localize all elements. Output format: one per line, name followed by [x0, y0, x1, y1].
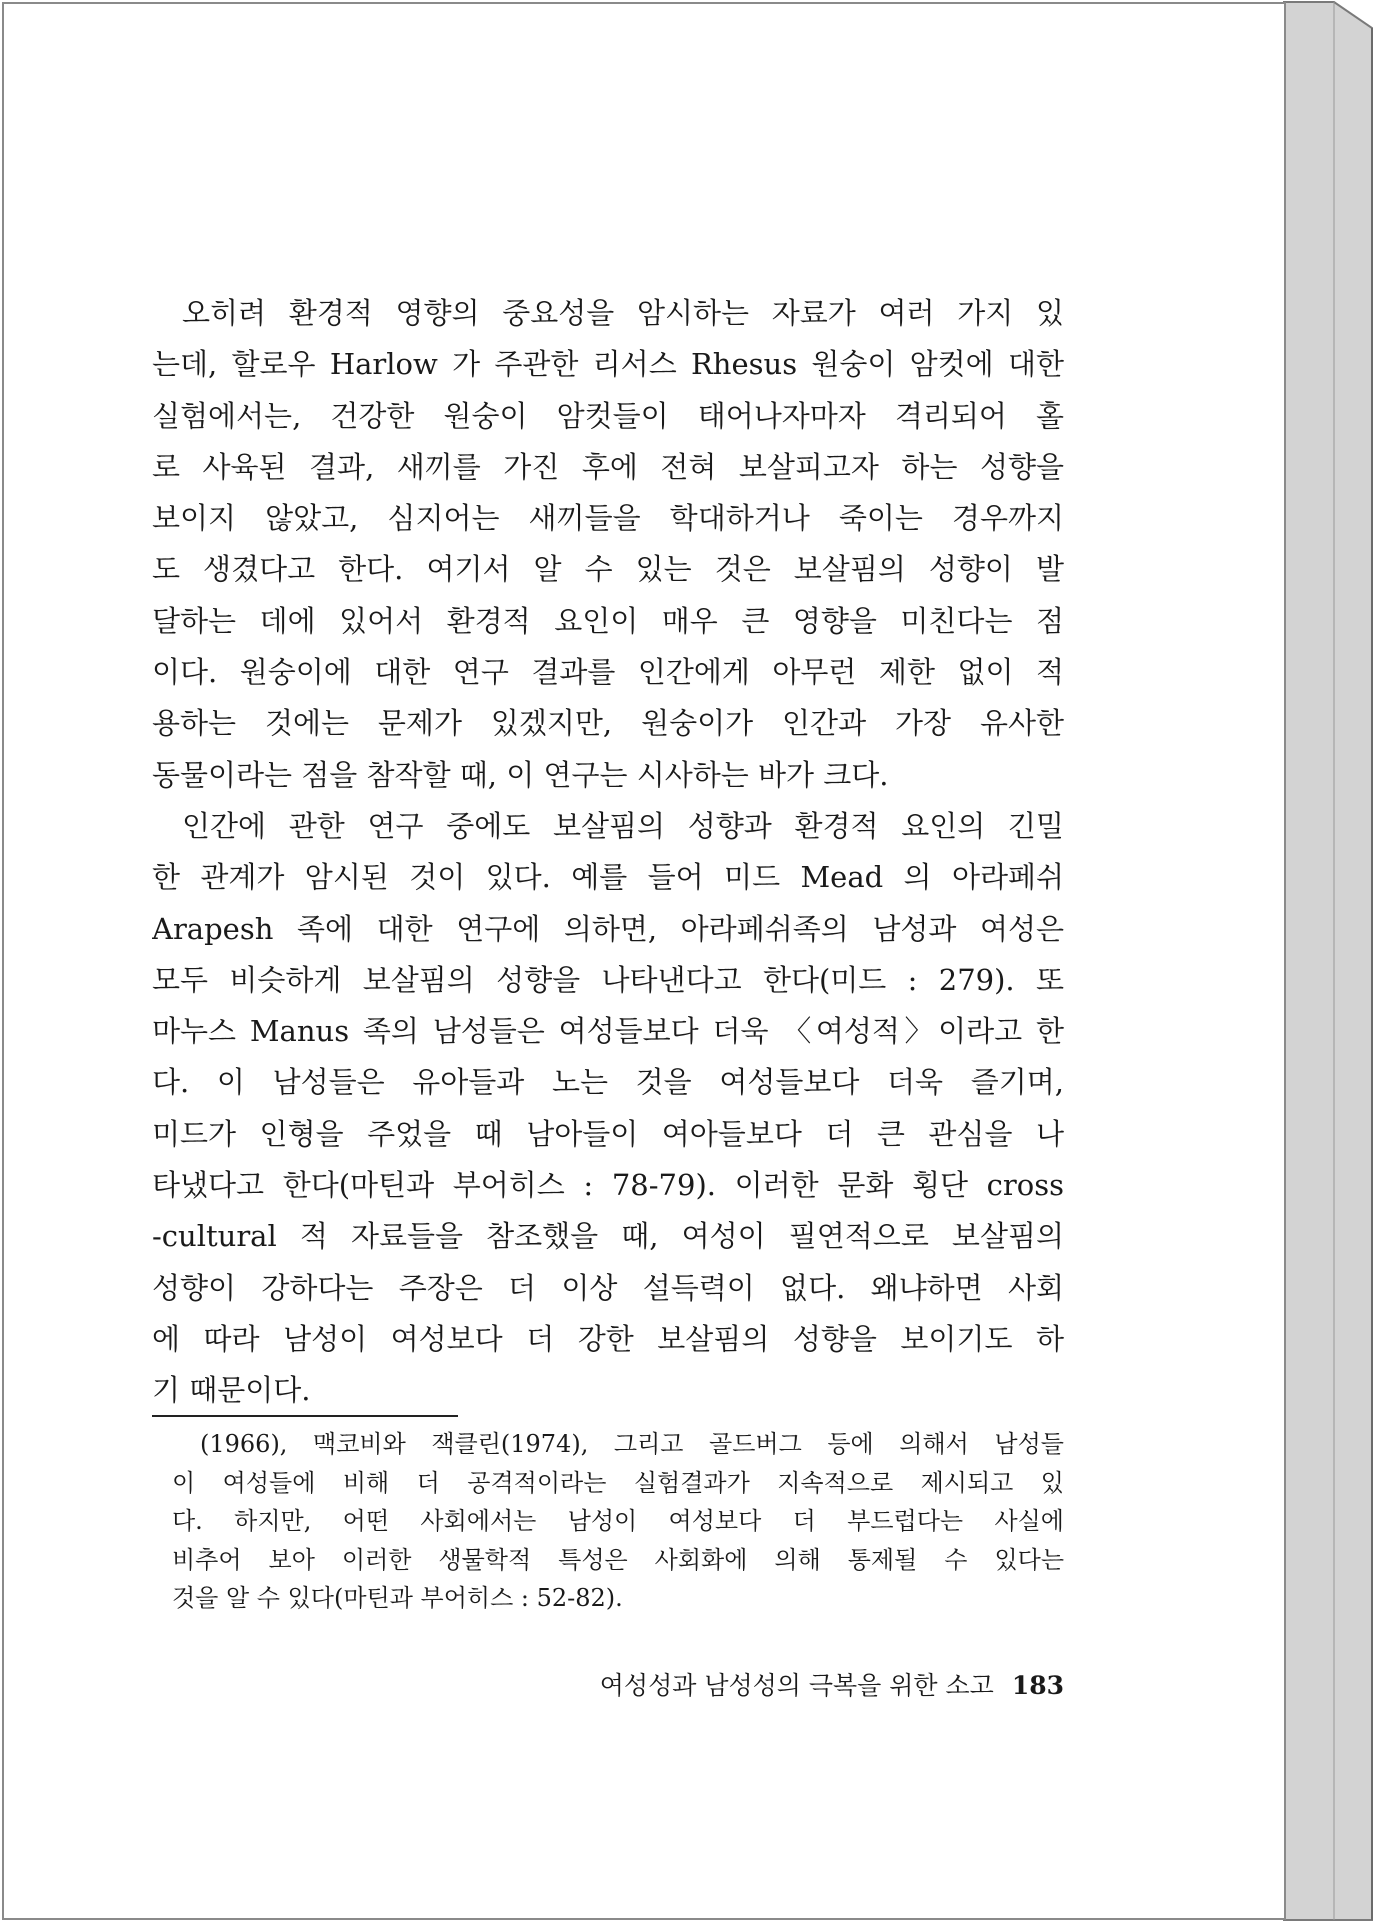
body-line: 기 때문이다. — [152, 1373, 311, 1408]
footnote-line: 이 여성들에 비해 더 공격적이라는 실험결과가 지속적으로 제시되고 있 — [172, 1468, 1064, 1497]
body-line: 달하는 데에 있어서 환경적 요인이 매우 큰 영향을 미친다는 점 — [152, 603, 1064, 638]
body-line: Arapesh 족에 대한 연구에 의하면, 아라페쉬족의 남성과 여성은 — [152, 911, 1064, 946]
body-line: 에 따라 남성이 여성보다 더 강한 보살핌의 성향을 보이기도 하 — [152, 1321, 1064, 1356]
footnote-rule — [152, 1415, 458, 1417]
body-line: 보이지 않았고, 심지어는 새끼들을 학대하거나 죽이는 경우까지 — [152, 501, 1064, 536]
body-line: 모두 비슷하게 보살핌의 성향을 나타낸다고 한다(미드 : 279). 또 — [152, 962, 1064, 997]
body-line: 한 관계가 암시된 것이 있다. 예를 들어 미드 Mead 의 아라페쉬 — [152, 860, 1064, 895]
body-line: 인간에 관한 연구 중에도 보살핌의 성향과 환경적 요인의 긴밀 — [182, 808, 1064, 843]
body-line: 타냈다고 한다(마틴과 부어히스 : 78-79). 이러한 문화 횡단 cross — [152, 1168, 1064, 1203]
body-line: 오히려 환경적 영향의 중요성을 암시하는 자료가 여러 가지 있 — [182, 296, 1064, 330]
footnote-line: 다. 하지만, 어떤 사회에서는 남성이 여성보다 더 부드럽다는 사실에 — [172, 1507, 1064, 1535]
body-line: 다. 이 남성들은 유아들과 노는 것을 여성들보다 더욱 즐기며, — [152, 1065, 1064, 1100]
body-line: 성향이 강하다는 주장은 더 이상 설득력이 없다. 왜냐하면 사회 — [152, 1270, 1064, 1305]
body-line: 는데, 할로우 Harlow 가 주관한 리서스 Rhesus 원숭이 암컷에 대한 — [152, 347, 1064, 382]
body-text — [152, 288, 1064, 1417]
body-line: -cultural 적 자료들을 참조했을 때, 여성이 필연적으로 보살핌의 — [152, 1219, 1064, 1254]
body-line: 이다. 원숭이에 대한 연구 결과를 인간에게 아무런 제한 없이 적 — [152, 655, 1064, 690]
body-line: 동물이라는 점을 참작할 때, 이 연구는 시사하는 바가 크다. — [152, 757, 889, 792]
body-line: 용하는 것에는 문제가 있겠지만, 원숭이가 인간과 가장 유사한 — [152, 706, 1064, 741]
page-stack-edge-shape — [1284, 2, 1374, 1922]
body-line: 실험에서는, 건강한 원숭이 암컷들이 태어나자마자 격리되어 홀 — [152, 398, 1064, 433]
footnote-line: 비추어 보아 이러한 생물학적 특성은 사회화에 의해 통제될 수 있다는 — [172, 1545, 1064, 1574]
running-title: 여성성과 남성성의 극복을 위한 소고 — [599, 1671, 994, 1700]
running-footer — [528, 1666, 1064, 1702]
footnote-line: 것을 알 수 있다(마틴과 부어히스 : 52-82). — [172, 1584, 623, 1612]
footnote-line: (1966), 맥코비와 잭클린(1974), 그리고 골드버그 등에 의해서 남성들 — [200, 1430, 1064, 1458]
footnote — [172, 1425, 1064, 1618]
body-line: 미드가 인형을 주었을 때 남아들이 여아들보다 더 큰 관심을 나 — [152, 1116, 1064, 1151]
body-line: 마누스 Manus 족의 남성들은 여성들보다 더욱 〈여성적〉이라고 한 — [152, 1014, 1064, 1049]
body-line: 로 사육된 결과, 새끼를 가진 후에 전혀 보살피고자 하는 성향을 — [152, 449, 1064, 484]
body-line: 도 생겼다고 한다. 여기서 알 수 있는 것은 보살핌의 성향이 발 — [152, 552, 1064, 587]
page-number: 183 — [1011, 1671, 1064, 1700]
